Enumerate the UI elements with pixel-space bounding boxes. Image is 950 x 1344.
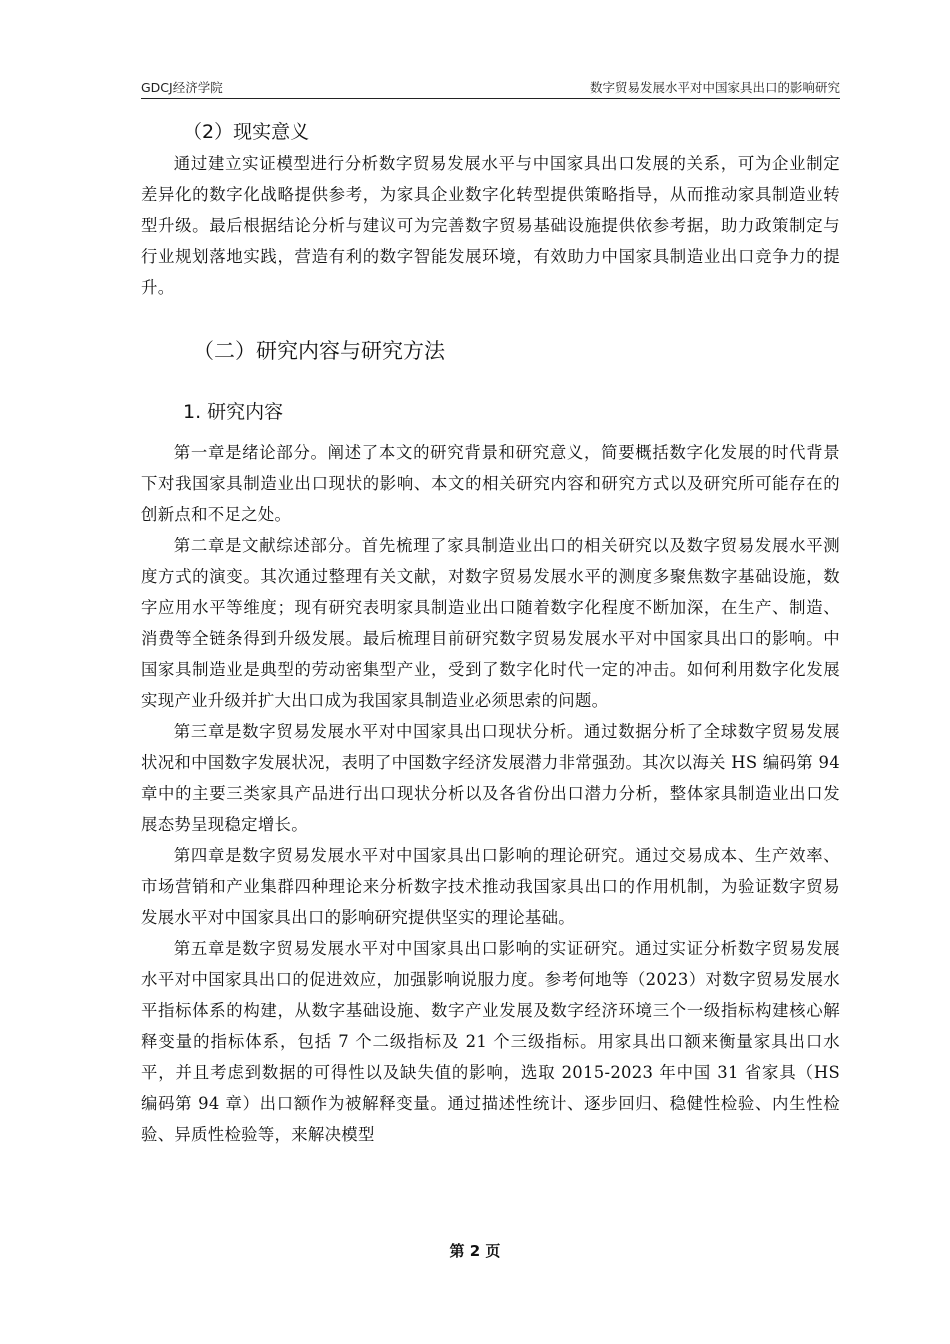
research-content-heading: 1. 研究内容 (183, 401, 284, 423)
chapter-2-paragraph: 第二章是文献综述部分。首先梳理了家具制造业出口的相关研究以及数字贸易发展水平测度方式的演变。其次通过整理有关文献，对数字贸易发展水平的测度多聚焦数字基础设施，数字应用水平等维度；现有研究表明家具制造业出口随着数字化程度不断加深，在生产、制造、消费等全链条得到升级发展。最后梳理目前研究数字贸易发展水平对中国家具出口的影响。中国家具制造业是典型的劳动密集型产业，受到了数字化时代一定的冲击。如何利用数字化发展实现产业升级并扩大出口成为我国家具制造业必须思索的问题。 (141, 536, 840, 710)
practical-significance-heading: （2）现实意义 (183, 121, 310, 143)
header-institution: GDCJ经济学院 (141, 80, 223, 95)
page-number: 第 2 页 (449, 1242, 501, 1260)
chapter-5-paragraph: 第五章是数字贸易发展水平对中国家具出口影响的实证研究。通过实证分析数字贸易发展水平对中国家具出口的促进效应，加强影响说服力度。参考何地等（2023）对数字贸易发展水平指标体系的构建，从数字基础设施、数字产业发展及数字经济环境三个一级指标构建核心解释变量的指标体系，包括 7 个二级指标及 21 个三级指标。用家具出口额来衡量家具出口水平，并且考虑到数据的可得性以及缺失值的影响，选取 2015-2023 年中国 31 省家具（HS 编码第 94 章）出口额作为被解释变量。通过描述性统计、逐步回归、稳健性检验、内生性检验、异质性检验等，来解决模型 (141, 939, 840, 1144)
page-body (141, 110, 840, 1150)
header-paper-title: 数字贸易发展水平对中国家具出口的影响研究 (589, 80, 840, 95)
chapter-3-paragraph: 第三章是数字贸易发展水平对中国家具出口现状分析。通过数据分析了全球数字贸易发展状况和中国数字发展状况，表明了中国数字经济发展潜力非常强劲。其次以海关 HS 编码第 94 章中的主要三类家具产品进行出口现状分析以及各省份出口潜力分析，整体家具制造业出口发展态势呈现稳定增长。 (141, 722, 840, 834)
chapter-1-paragraph: 第一章是绪论部分。阐述了本文的研究背景和研究意义，简要概括数字化发展的时代背景下对我国家具制造业出口现状的影响、本文的相关研究内容和研究方式以及研究所可能存在的创新点和不足之处。 (141, 443, 840, 524)
practical-significance-paragraph: 通过建立实证模型进行分析数字贸易发展水平与中国家具出口发展的关系，可为企业制定差异化的数字化战略提供参考，为家具企业数字化转型提供策略指导，从而推动家具制造业转型升级。最后根据结论分析与建议可为完善数字贸易基础设施提供依参考据，助力政策制定与行业规划落地实践，营造有利的数字智能发展环境，有效助力中国家具制造业出口竞争力的提升。 (141, 154, 840, 297)
section-heading-content-methods: （二）研究内容与研究方法 (193, 339, 445, 363)
running-header (141, 76, 840, 99)
chapter-4-paragraph: 第四章是数字贸易发展水平对中国家具出口影响的理论研究。通过交易成本、生产效率、市场营销和产业集群四种理论来分析数字技术推动我国家具出口的作用机制，为验证数字贸易发展水平对中国家具出口的影响研究提供坚实的理论基础。 (141, 846, 840, 927)
